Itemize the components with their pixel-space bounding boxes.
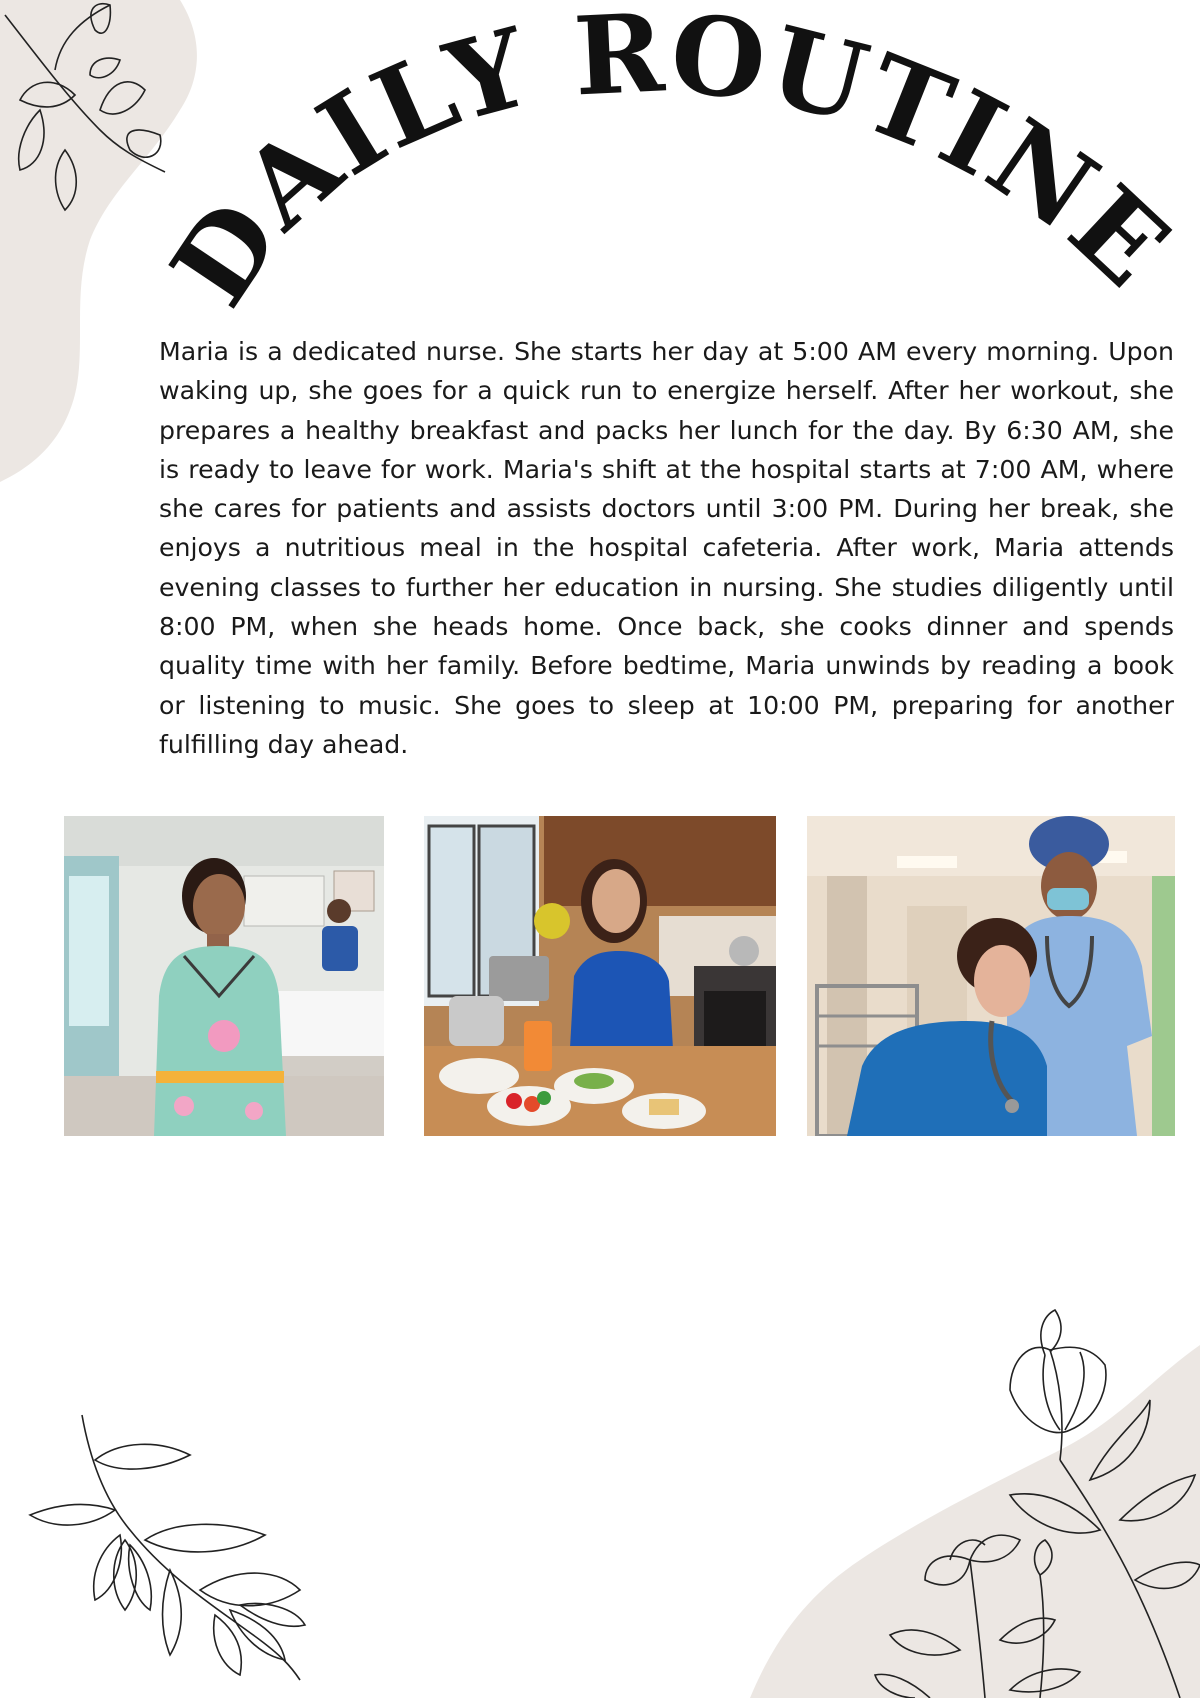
photo-nurse-hospital-room: [64, 816, 384, 1136]
photo-nurse-with-patient: [807, 816, 1175, 1136]
title-banner: [0, 0, 1200, 330]
page-title-path: DAILY ROUTINE: [147, 0, 1194, 328]
photo-breakfast-kitchen: [424, 816, 776, 1136]
routine-paragraph: Maria is a dedicated nurse. She starts her day at 5:00 AM every morning. Upon waking up, she goes for a quick run to energize herself. After her workout, she prepares a healthy breakfast and packs her lunch for the day. By 6:30 AM, she is ready to leave for work. Maria's shift at the hospital starts at 7:00 AM, where she cares for patients and assists doctors until 3:00 PM. During her break, she enjoys a nutritious meal in the hospital cafeteria. After work, Maria attends evening classes to further her education in nursing. She studies diligently until 8:00 PM, when she heads home. Once back, she cooks dinner and spends quality time with her family. Before bedtime, Maria unwinds by reading a book or listening to music. She goes to sleep at 10:00 PM, preparing for another fulfilling day ahead.: [159, 337, 1174, 759]
page-title: [148, 0, 1193, 328]
bottom-left-branch-icon: [30, 1415, 305, 1680]
